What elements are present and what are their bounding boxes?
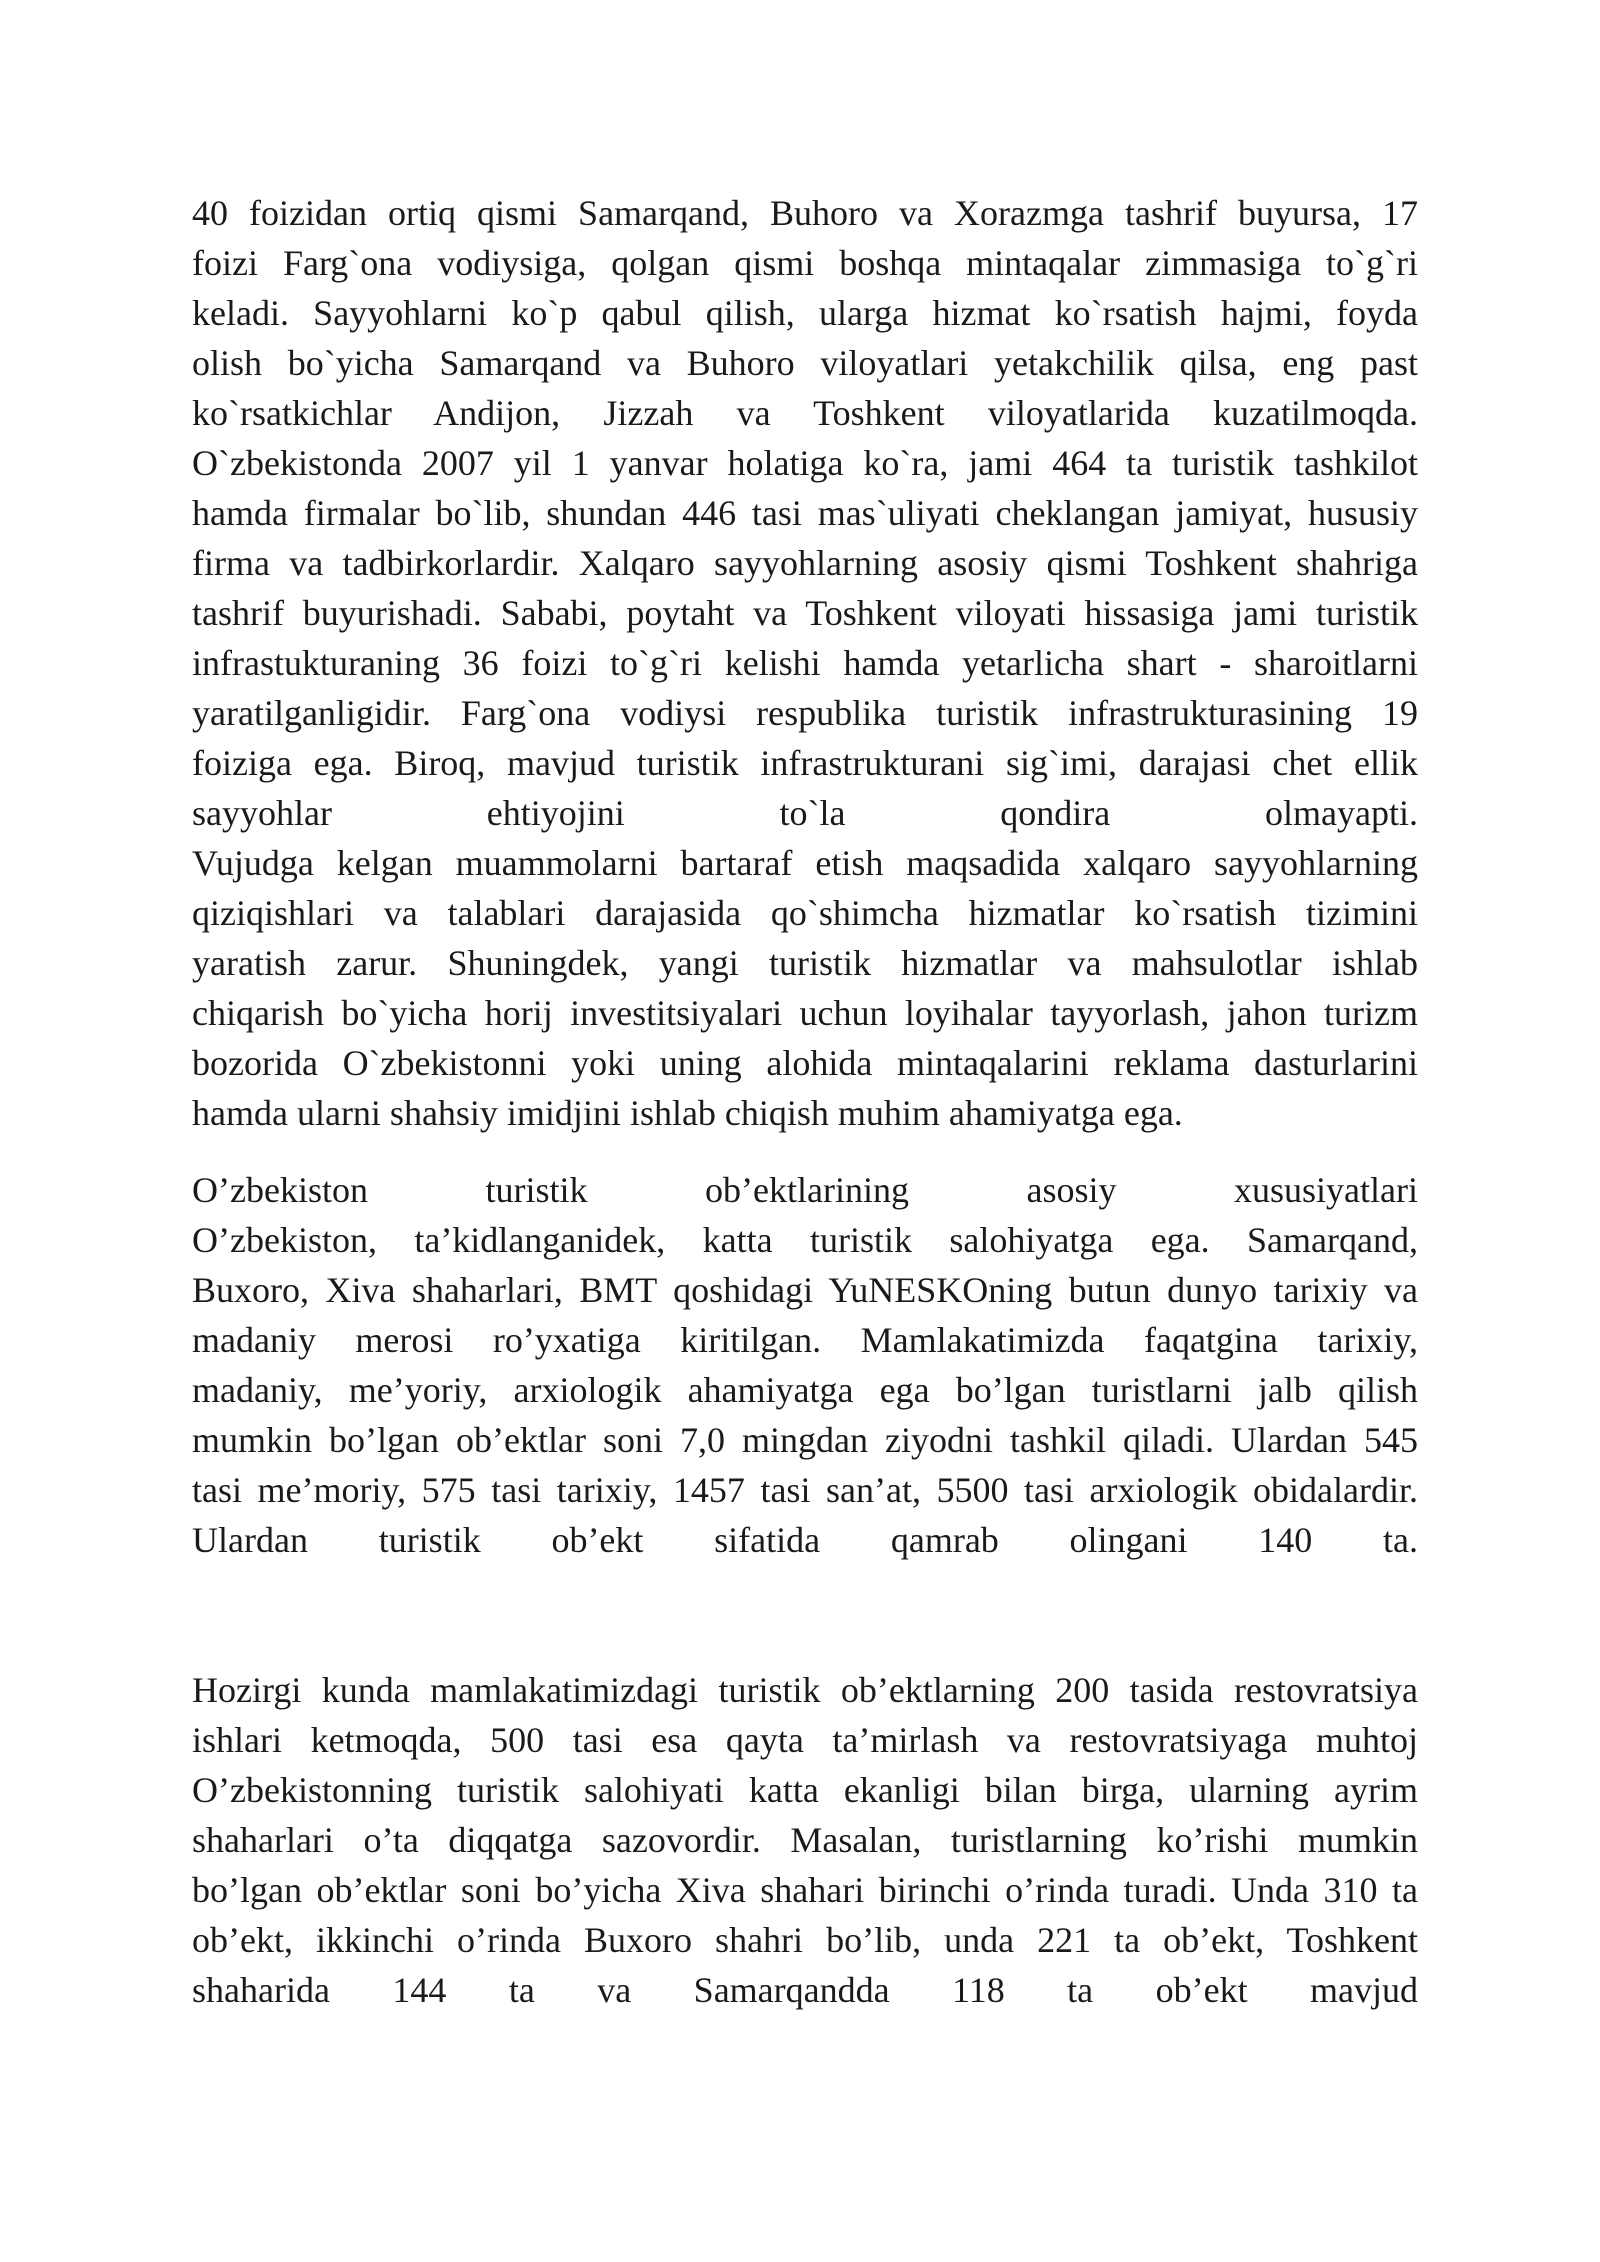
text-line: bo’lgan ob’ektlar soni bo’yicha Xiva shahari birinchi o’rinda turadi. Unda 310 ta [192, 1870, 1418, 1910]
text-line: keladi. Sayyohlarni ko`p qabul qilish, ularga hizmat ko`rsatish hajmi, foyda [192, 293, 1418, 333]
text-line: bozorida O`zbekistonni yoki uning alohida mintaqalarini reklama dasturlarini [192, 1043, 1418, 1083]
text-line: Hozirgi kunda mamlakatimizdagi turistik ob’ektlarning 200 tasida restovratsiya [192, 1670, 1418, 1710]
text-line: infrastukturaning 36 foizi to`g`ri kelishi hamda yetarlicha shart - sharoitlarni [192, 643, 1418, 683]
text-line: tasi me’moriy, 575 tasi tarixiy, 1457 tasi san’at, 5500 tasi arxiologik obidalardir. [192, 1470, 1418, 1510]
text-line: ko`rsatkichlar Andijon, Jizzah va Toshkent viloyatlarida kuzatilmoqda. [192, 393, 1418, 433]
text-line: madaniy, me’yoriy, arxiologik ahamiyatga ega bo’lgan turistlarni jalb qilish [192, 1370, 1418, 1410]
text-line: qiziqishlari va talablari darajasida qo`shimcha hizmatlar ko`rsatish tizimini [192, 893, 1418, 933]
text-line: shaharlari o’ta diqqatga sazovordir. Masalan, turistlarning ko’rishi mumkin [192, 1820, 1418, 1860]
paragraph-tourism-statistics [192, 188, 1418, 1138]
text-line: Ulardan turistik ob’ekt sifatida qamrab olingani 140 ta. [192, 1520, 1418, 1560]
text-line: hamda ularni shahsiy imidjini ishlab chiqish muhim ahamiyatga ega. [192, 1093, 1183, 1133]
text-line: shaharida 144 ta va Samarqandda 118 ta ob’ekt mavjud [192, 1970, 1418, 2010]
text-line: madaniy merosi ro’yxatiga kiritilgan. Mamlakatimizda faqatgina tarixiy, [192, 1320, 1418, 1360]
text-line: Buxoro, Xiva shaharlari, BMT qoshidagi YuNESKOning butun dunyo tarixiy va [192, 1270, 1418, 1310]
text-line: foiziga ega. Biroq, mavjud turistik infrastrukturani sig`imi, darajasi chet ellik [192, 743, 1418, 783]
text-line: O`zbekistonda 2007 yil 1 yanvar holatiga ko`ra, jami 464 ta turistik tashkilot [192, 443, 1418, 483]
text-line: tashrif buyurishadi. Sababi, poytaht va Toshkent viloyati hissasiga jami turistik [192, 593, 1418, 633]
text-line: Vujudga kelgan muammolarni bartaraf etish maqsadida xalqaro sayyohlarning [192, 843, 1418, 883]
text-line: O’zbekiston, ta’kidlanganidek, katta turistik salohiyatga ega. Samarqand, [192, 1220, 1418, 1260]
text-line: mumkin bo’lgan ob’ektlar soni 7,0 mingdan ziyodni tashkil qiladi. Ulardan 545 [192, 1420, 1418, 1460]
text-line: olish bo`yicha Samarqand va Buhoro viloyatlari yetakchilik qilsa, eng past [192, 343, 1418, 383]
text-line: sayyohlar ehtiyojini to`la qondira olmayapti. [192, 793, 1418, 833]
text-line: firma va tadbirkorlardir. Xalqaro sayyohlarning asosiy qismi Toshkent shahriga [192, 543, 1418, 583]
text-line: ob’ekt, ikkinchi o’rinda Buxoro shahri bo’lib, unda 221 ta ob’ekt, Toshkent [192, 1920, 1418, 1960]
text-line: hamda firmalar bo`lib, shundan 446 tasi mas`uliyati cheklangan jamiyat, hususiy [192, 493, 1418, 533]
text-line: ishlari ketmoqda, 500 tasi esa qayta ta’mirlash va restovratsiyaga muhtoj [192, 1720, 1418, 1760]
text-line: 40 foizidan ortiq qismi Samarqand, Buhoro va Xorazmga tashrif buyursa, 17 [192, 193, 1418, 233]
text-line: yaratilganligidir. Farg`ona vodiysi respublika turistik infrastrukturasining 19 [192, 693, 1418, 733]
paragraph-restoration [192, 1665, 1418, 2015]
text-line: foizi Farg`ona vodiysiga, qolgan qismi boshqa mintaqalar zimmasiga to`g`ri [192, 243, 1418, 283]
section-heading: O’zbekiston turistik ob’ektlarining asosiy xususiyatlari [192, 1170, 1418, 1210]
text-line: O’zbekistonning turistik salohiyati katta ekanligi bilan birga, ularning ayrim [192, 1770, 1418, 1810]
paragraph-tourist-objects [192, 1165, 1418, 1565]
text-line: chiqarish bo`yicha horij investitsiyalari uchun loyihalar tayyorlash, jahon turizm [192, 993, 1418, 1033]
text-line: yaratish zarur. Shuningdek, yangi turistik hizmatlar va mahsulotlar ishlab [192, 943, 1418, 983]
